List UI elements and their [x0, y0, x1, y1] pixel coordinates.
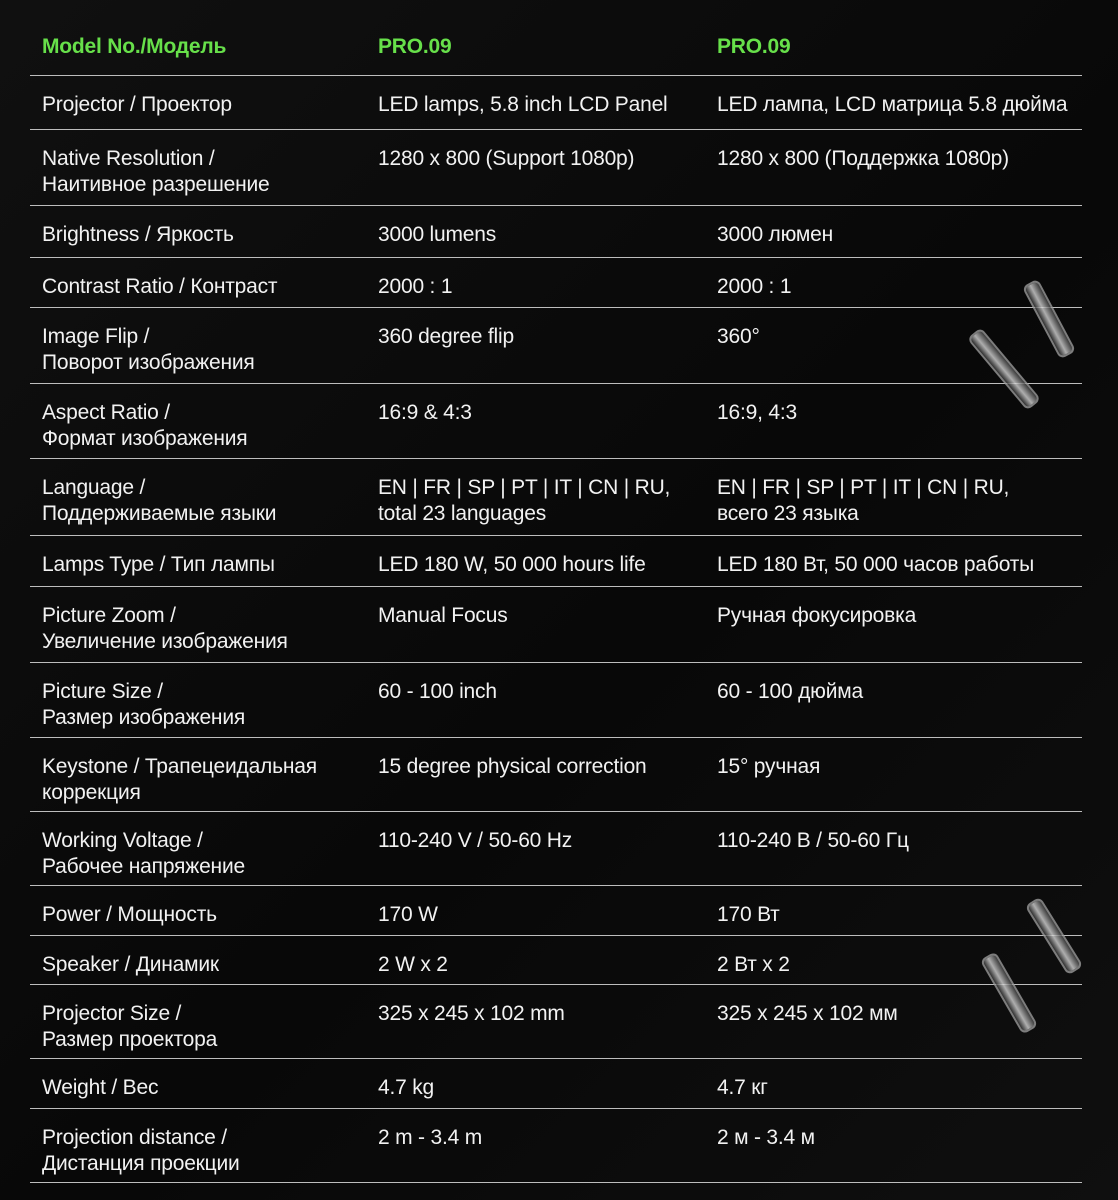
- spec-label-line: Working Voltage /: [42, 829, 203, 852]
- spec-row: [30, 886, 1082, 936]
- spec-label-line: Дистанция проекции: [42, 1152, 240, 1175]
- spec-value-en-line: 16:9 & 4:3: [378, 401, 472, 424]
- spec-value-ru-line: EN | FR | SP | PT | IT | CN | RU,: [717, 476, 1010, 499]
- spec-label-line: Поворот изображения: [42, 351, 255, 374]
- spec-value-ru-line: 60 - 100 дюйма: [717, 680, 863, 703]
- spec-label-line: Brightness / Яркость: [42, 223, 234, 246]
- spec-label: [42, 274, 277, 300]
- spec-value-ru: [717, 902, 780, 928]
- spec-value-ru: [717, 603, 916, 629]
- spec-value-en: [378, 1075, 434, 1101]
- spec-value-en: [378, 146, 634, 172]
- spec-value-en: [378, 603, 508, 629]
- spec-label: [42, 1075, 158, 1101]
- spec-value-ru: [717, 92, 1067, 118]
- spec-value-ru-line: Ручная фокусировка: [717, 604, 917, 627]
- spec-value-ru: [717, 1075, 768, 1101]
- spec-value-en-line: 4.7 kg: [378, 1076, 435, 1099]
- spec-label-line: Native Resolution /: [42, 147, 215, 170]
- spec-row: [30, 308, 1082, 384]
- spec-value-ru-line: LED лампа, LCD матрица 5.8 дюйма: [717, 93, 1068, 116]
- spec-row: [30, 384, 1082, 459]
- spec-row: [30, 536, 1082, 587]
- spec-value-en-line: LED lamps, 5.8 inch LCD Panel: [378, 93, 668, 116]
- spec-label: [42, 222, 234, 248]
- spec-value-ru-line: 2 м - 3.4 м: [717, 1126, 815, 1149]
- spec-value-ru: [717, 400, 797, 426]
- spec-value-ru-line: 360°: [717, 325, 760, 348]
- spec-row: [30, 76, 1082, 130]
- spec-label: [42, 324, 255, 376]
- spec-row: [30, 936, 1082, 985]
- spec-value-ru-line: всего 23 языка: [717, 502, 859, 525]
- spec-label-line: Picture Size /: [42, 680, 163, 703]
- spec-value-en: [378, 952, 448, 978]
- spec-value-ru-line: 4.7 кг: [717, 1076, 768, 1099]
- header-model-en: PRO.09: [378, 35, 452, 58]
- spec-label-line: Speaker / Динамик: [42, 953, 219, 976]
- spec-label-line: Keystone / Трапецеидальная: [42, 755, 317, 778]
- spec-label: [42, 679, 245, 731]
- spec-value-en: [378, 828, 572, 854]
- spec-value-en-line: LED 180 W, 50 000 hours life: [378, 553, 646, 576]
- spec-label: [42, 92, 232, 118]
- spec-label: [42, 475, 276, 527]
- spec-value-ru-line: 170 Вт: [717, 903, 780, 926]
- spec-row: [30, 738, 1082, 812]
- spec-row: [30, 130, 1082, 206]
- spec-label-line: Формат изображения: [42, 427, 248, 450]
- spec-row: [30, 812, 1082, 886]
- spec-value-en: [378, 552, 646, 578]
- spec-value-en-line: EN | FR | SP | PT | IT | CN | RU,: [378, 476, 671, 499]
- spec-label-line: Рабочее напряжение: [42, 855, 245, 878]
- spec-label-line: Размер изображения: [42, 706, 246, 729]
- spec-value-en-line: 60 - 100 inch: [378, 680, 497, 703]
- spec-value-ru-line: 15° ручная: [717, 755, 821, 778]
- spec-label-line: Power / Мощность: [42, 903, 217, 926]
- spec-value-ru-line: 1280 x 800 (Поддержка 1080p): [717, 147, 1009, 170]
- spec-value-ru-line: 2000 : 1: [717, 275, 792, 298]
- spec-label-line: Contrast Ratio / Контраст: [42, 275, 278, 298]
- spec-label: [42, 552, 275, 578]
- spec-value-en-line: 1280 x 800 (Support 1080p): [378, 147, 635, 170]
- spec-label-line: Image Flip /: [42, 325, 150, 348]
- header-model-label: Model No./Модель: [42, 35, 227, 58]
- spec-value-ru: [717, 274, 791, 300]
- spec-value-en: [378, 754, 647, 780]
- spec-value-en-line: 3000 lumens: [378, 223, 497, 246]
- header-model-ru: PRO.09: [717, 35, 791, 58]
- spec-value-ru: [717, 828, 909, 854]
- spec-value-en-line: 15 degree physical correction: [378, 755, 647, 778]
- spec-row: [30, 459, 1082, 536]
- spec-value-en: [378, 92, 668, 118]
- spec-value-en-line: 2000 : 1: [378, 275, 453, 298]
- spec-value-en: [378, 902, 438, 928]
- spec-value-en-line: Manual Focus: [378, 604, 508, 627]
- spec-value-ru: [717, 475, 1009, 527]
- spec-label-line: Picture Zoom /: [42, 604, 176, 627]
- spec-value-en-line: 360 degree flip: [378, 325, 514, 348]
- spec-label-line: Projector / Проектор: [42, 93, 232, 116]
- spec-label: [42, 902, 217, 928]
- spec-value-en: [378, 400, 472, 426]
- spec-label: [42, 146, 270, 198]
- spec-label-line: Projector Size /: [42, 1002, 182, 1025]
- spec-value-ru: [717, 552, 1034, 578]
- spec-value-en-line: 170 W: [378, 903, 438, 926]
- spec-label-line: Размер проектора: [42, 1028, 218, 1051]
- spec-value-en: [378, 324, 514, 350]
- spec-value-en: [378, 1125, 482, 1151]
- spec-value-ru: [717, 324, 760, 350]
- spec-row: [30, 985, 1082, 1059]
- spec-label: [42, 952, 219, 978]
- spec-value-ru: [717, 952, 790, 978]
- spec-label-line: Поддерживаемые языки: [42, 502, 277, 525]
- spec-label: [42, 1125, 240, 1177]
- spec-value-en-line: 325 x 245 x 102 mm: [378, 1002, 565, 1025]
- spec-value-en: [378, 475, 670, 527]
- spec-label: [42, 828, 245, 880]
- spec-label-line: Lamps Type / Тип лампы: [42, 553, 275, 576]
- spec-value-ru: [717, 1125, 815, 1151]
- spec-value-en: [378, 1001, 565, 1027]
- spec-label-line: Увеличение изображения: [42, 630, 288, 653]
- spec-label-line: Наитивное разрешение: [42, 173, 270, 196]
- spec-label-line: Projection distance /: [42, 1126, 227, 1149]
- spec-value-ru-line: 110-240 В / 50-60 Гц: [717, 829, 909, 852]
- spec-label-line: коррекция: [42, 781, 141, 804]
- spec-value-en: [378, 679, 497, 705]
- spec-row: [30, 663, 1082, 738]
- spec-label: [42, 400, 247, 452]
- spec-value-ru: [717, 146, 1009, 172]
- spec-value-en-line: 2 m - 3.4 m: [378, 1126, 482, 1149]
- spec-label: [42, 754, 317, 806]
- spec-label-line: Weight / Вес: [42, 1076, 159, 1099]
- spec-value-ru: [717, 679, 863, 705]
- spec-value-en: [378, 274, 452, 300]
- spec-row: [30, 1109, 1082, 1183]
- spec-label-line: Aspect Ratio /: [42, 401, 170, 424]
- spec-value-ru-line: 16:9, 4:3: [717, 401, 797, 424]
- spec-row: [30, 1059, 1082, 1109]
- spec-value-en-line: total 23 languages: [378, 502, 547, 525]
- spec-value-ru-line: LED 180 Вт, 50 000 часов работы: [717, 553, 1035, 576]
- spec-label: [42, 1001, 217, 1053]
- spec-label: [42, 603, 288, 655]
- spec-row: [30, 587, 1082, 663]
- spec-value-en-line: 110-240 V / 50-60 Hz: [378, 829, 573, 852]
- spec-row: [30, 206, 1082, 258]
- spec-value-en-line: 2 W x 2: [378, 953, 448, 976]
- spec-value-ru-line: 2 Вт x 2: [717, 953, 790, 976]
- spec-value-en: [378, 222, 496, 248]
- spec-label-line: Language /: [42, 476, 146, 499]
- header-row: [30, 0, 1082, 76]
- spec-value-ru: [717, 754, 820, 780]
- spec-value-ru-line: 325 x 245 x 102 мм: [717, 1002, 898, 1025]
- spec-row: [30, 258, 1082, 308]
- spec-value-ru-line: 3000 люмен: [717, 223, 834, 246]
- spec-value-ru: [717, 222, 833, 248]
- spec-value-ru: [717, 1001, 898, 1027]
